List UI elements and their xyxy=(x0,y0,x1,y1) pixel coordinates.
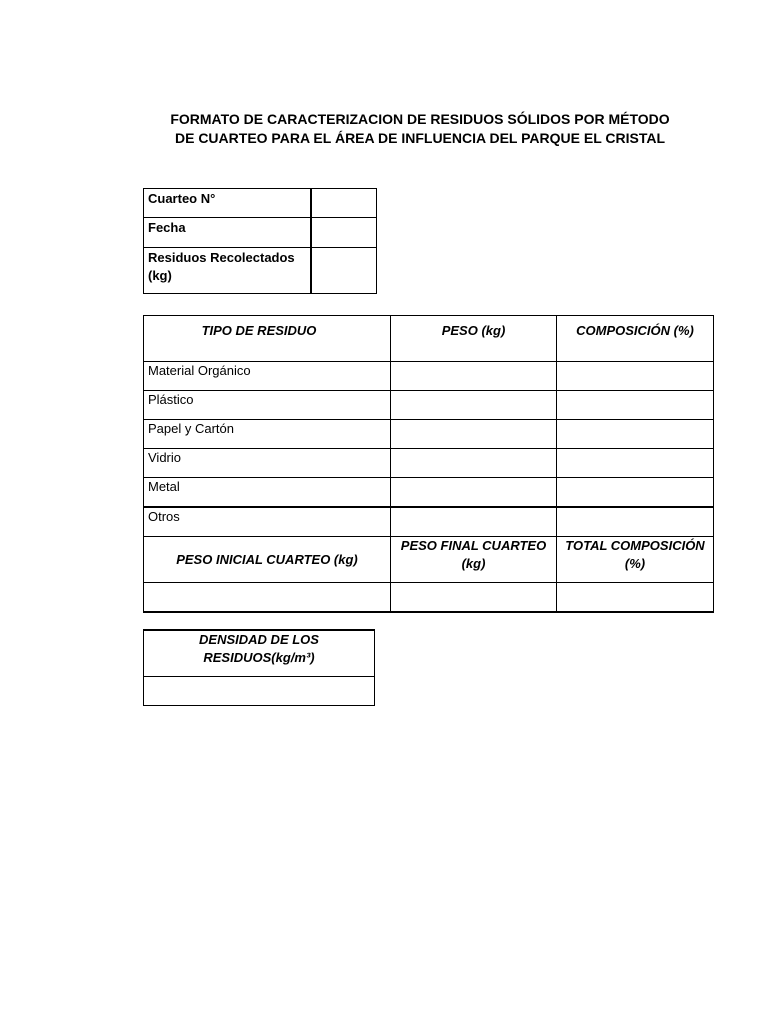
composition-table xyxy=(143,315,714,613)
cuarteo-label: Cuarteo N° xyxy=(144,189,312,218)
residuos-recolectados-value[interactable] xyxy=(311,248,377,294)
info-row-residuos xyxy=(144,248,377,294)
fecha-label: Fecha xyxy=(144,218,312,248)
tipo-cell: Plástico xyxy=(144,391,391,420)
peso-cell[interactable] xyxy=(391,362,557,391)
document-title xyxy=(100,110,740,148)
density-table xyxy=(143,629,375,706)
info-row-cuarteo xyxy=(144,189,377,218)
peso-cell[interactable] xyxy=(391,478,557,508)
header-peso-inicial: PESO INICIAL CUARTEO (kg) xyxy=(144,537,391,583)
tipo-cell: Material Orgánico xyxy=(144,362,391,391)
composicion-cell[interactable] xyxy=(557,478,714,508)
tipo-cell: Metal xyxy=(144,478,391,508)
densidad-value[interactable] xyxy=(144,677,375,706)
info-row-fecha xyxy=(144,218,377,248)
tipo-cell: Papel y Cartón xyxy=(144,420,391,449)
composicion-cell[interactable] xyxy=(557,449,714,478)
residuos-recolectados-label: Residuos Recolectados (kg) xyxy=(144,248,312,294)
density-header-row xyxy=(144,630,375,677)
cuarteo-value[interactable] xyxy=(311,189,377,218)
header-densidad: DENSIDAD DE LOS RESIDUOS(kg/m³) xyxy=(144,630,375,677)
peso-cell[interactable] xyxy=(391,420,557,449)
table-row xyxy=(144,449,714,478)
title-line-1: FORMATO DE CARACTERIZACION DE RESIDUOS SÓLIDOS POR MÉTODO xyxy=(170,111,670,127)
header-composicion: COMPOSICIÓN (%) xyxy=(557,316,714,362)
peso-cell[interactable] xyxy=(391,449,557,478)
tipo-cell: Vidrio xyxy=(144,449,391,478)
composicion-cell[interactable] xyxy=(557,391,714,420)
peso-final-value[interactable] xyxy=(391,583,557,613)
composicion-cell[interactable] xyxy=(557,420,714,449)
table-row xyxy=(144,478,714,508)
summary-header-row xyxy=(144,537,714,583)
info-table xyxy=(143,188,377,294)
title-line-2: DE CUARTEO PARA EL ÁREA DE INFLUENCIA DEL PARQUE EL CRISTAL xyxy=(174,130,666,146)
table-row xyxy=(144,391,714,420)
header-peso: PESO (kg) xyxy=(391,316,557,362)
header-tipo-residuo: TIPO DE RESIDUO xyxy=(144,316,391,362)
density-value-row xyxy=(144,677,375,706)
table-row xyxy=(144,362,714,391)
peso-cell[interactable] xyxy=(391,391,557,420)
header-peso-final: PESO FINAL CUARTEO (kg) xyxy=(391,537,557,583)
composicion-cell[interactable] xyxy=(557,362,714,391)
composition-header-row xyxy=(144,316,714,362)
tipo-cell: Otros xyxy=(144,507,391,537)
total-composicion-value[interactable] xyxy=(557,583,714,613)
summary-value-row xyxy=(144,583,714,613)
table-row xyxy=(144,507,714,537)
peso-inicial-value[interactable] xyxy=(144,583,391,613)
composicion-cell[interactable] xyxy=(557,507,714,537)
peso-cell[interactable] xyxy=(391,507,557,537)
table-row xyxy=(144,420,714,449)
fecha-value[interactable] xyxy=(311,218,377,248)
header-total-composicion: TOTAL COMPOSICIÓN (%) xyxy=(557,537,714,583)
